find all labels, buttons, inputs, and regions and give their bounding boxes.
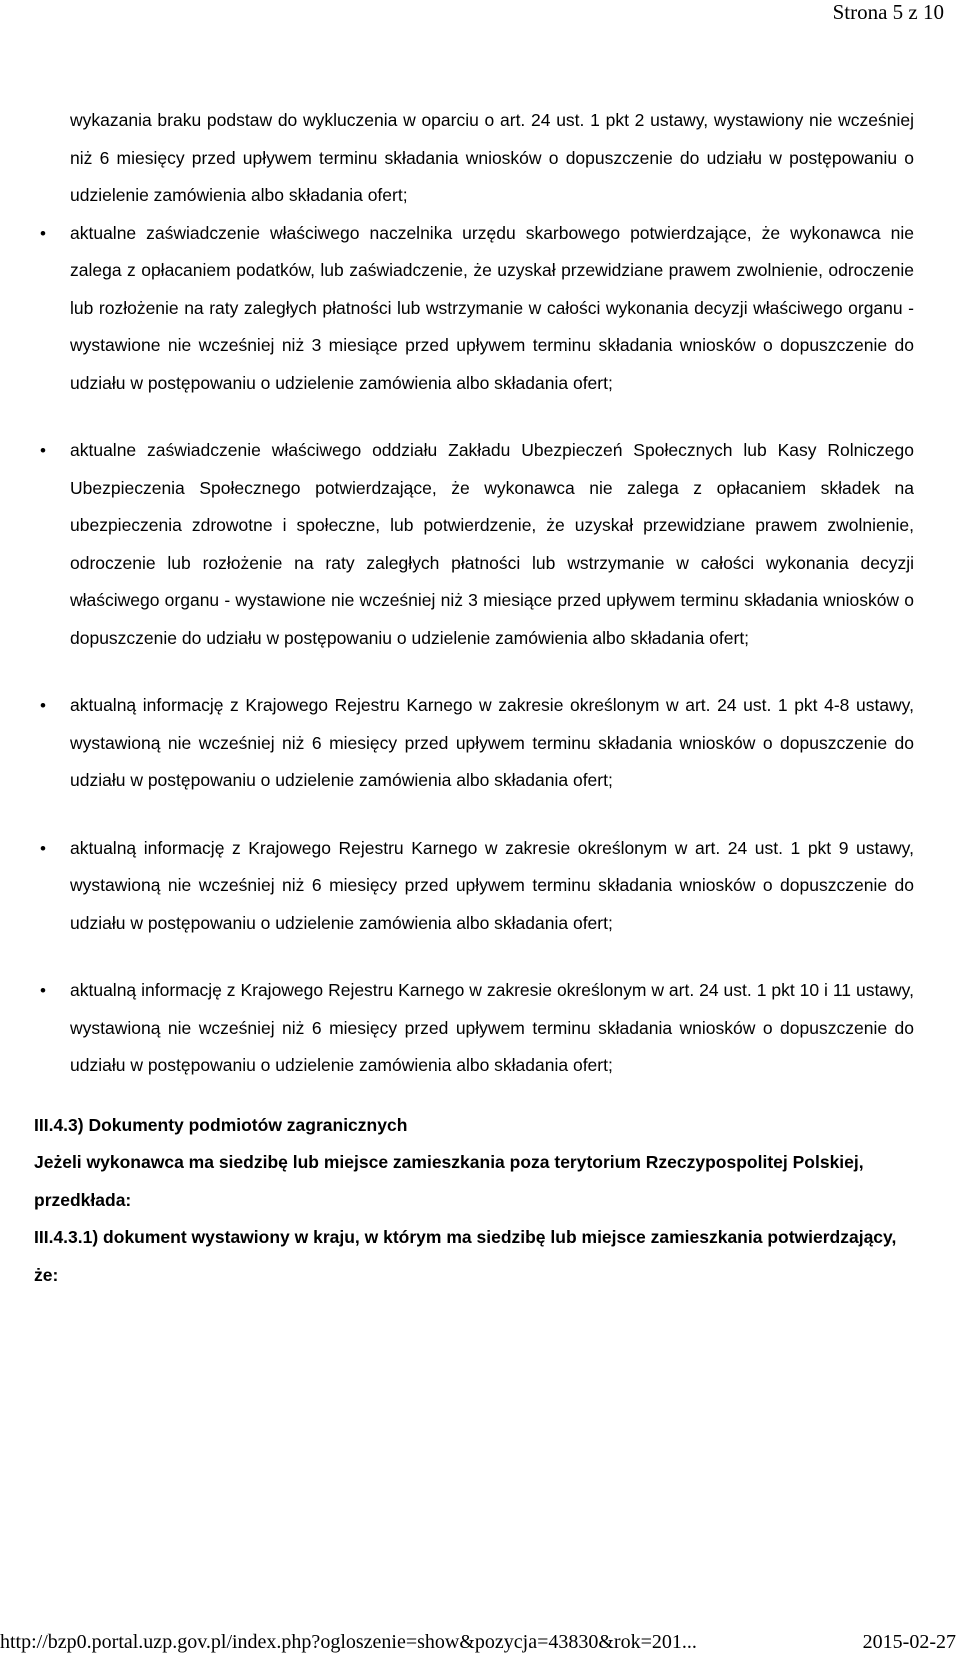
sub-section-heading: III.4.3.1) dokument wystawiony w kraju, w którym ma siedzibę lub miejsce zamieszkania potwierdzający, że:	[34, 1227, 897, 1285]
foreign-documents-section	[0, 1107, 914, 1295]
list-item	[0, 830, 914, 943]
list-item	[0, 687, 914, 800]
list-item-text: aktualne zaświadczenie właściwego oddziału Zakładu Ubezpieczeń Społecznych lub Kasy Rolniczego Ubezpieczenia Społecznego potwierdzające, że wykonawca nie zalega z opłacaniem składek na ubezpieczenia zdrowotne i społeczne, lub potwierdzenie, że uzyskał przewidziane prawem zwolnienie, odroczenie lub rozłożenie na raty zaległych płatności lub wstrzymanie w całości wykonania decyzji właściwego organu - wystawione nie wcześniej niż 3 miesiące przed upływem terminu składania wniosków o dopuszczenie do udziału w postępowaniu o udzielenie zamówienia albo składania ofert;	[70, 440, 914, 648]
list-item-text: aktualną informację z Krajowego Rejestru Karnego w zakresie określonym w art. 24 ust. 1 pkt 9 ustawy, wystawioną nie wcześniej niż 6 miesięcy przed upływem terminu składania wniosków o dopuszczenie do udziału w postępowaniu o udzielenie zamówienia albo składania ofert;	[70, 837, 914, 933]
list-item	[0, 432, 914, 657]
list-item	[0, 215, 914, 403]
list-item-text: aktualną informację z Krajowego Rejestru Karnego w zakresie określonym w art. 24 ust. 1 pkt 4-8 ustawy, wystawioną nie wcześniej niż 6 miesięcy przed upływem terminu składania wniosków o dopuszczenie do udziału w postępowaniu o udzielenie zamówienia albo składania ofert;	[70, 695, 914, 790]
page-number: Strona 5 z 10	[832, 0, 944, 24]
bullet-icon: •	[40, 696, 46, 715]
bullet-icon: •	[40, 981, 46, 1000]
list-item-text: aktualną informację z Krajowego Rejestru Karnego w zakresie określonym w art. 24 ust. 1 pkt 10 i 11 ustawy, wystawioną nie wcześniej niż 6 miesięcy przed upływem terminu składania wniosków o dopuszczenie do udziału w postępowaniu o udzielenie zamówienia albo składania ofert;	[70, 980, 914, 1075]
page-footer	[0, 1631, 956, 1654]
footer-date: 2015-02-27	[862, 1631, 956, 1653]
bullet-icon: •	[40, 223, 46, 243]
bullet-icon: •	[40, 441, 46, 460]
document-body	[0, 102, 960, 1294]
section-intro: Jeżeli wykonawca ma siedzibę lub miejsce zamieszkania poza terytorium Rzeczypospolitej Polskiej, przedkłada:	[34, 1152, 864, 1210]
footer-url: http://bzp0.portal.uzp.gov.pl/index.php?ogloszenie=show&pozycja=43830&rok=201...	[0, 1631, 697, 1653]
bullet-icon: •	[40, 838, 46, 858]
continuation-paragraph: wykazania braku podstaw do wykluczenia w oparciu o art. 24 ust. 1 pkt 2 ustawy, wystawiony nie wcześniej niż 6 miesięcy przed upływem terminu składania wniosków o dopuszczenie do udziału w postępowaniu o udzielenie zamówienia albo składania ofert;	[70, 110, 914, 205]
list-item	[0, 972, 914, 1085]
section-heading: III.4.3) Dokumenty podmiotów zagranicznych	[34, 1114, 408, 1135]
list-item-text: aktualne zaświadczenie właściwego naczelnika urzędu skarbowego potwierdzające, że wykonawca nie zalega z opłacaniem podatków, lub zaświadczenie, że uzyskał przewidziane prawem zwolnienie, odroczenie lub rozłożenie na raty zaległych płatności lub wstrzymanie w całości wykonania decyzji właściwego organu - wystawione nie wcześniej niż 3 miesiące przed upływem terminu składania wniosków o dopuszczenie do udziału w postępowaniu o udzielenie zamówienia albo składania ofert;	[70, 222, 914, 393]
